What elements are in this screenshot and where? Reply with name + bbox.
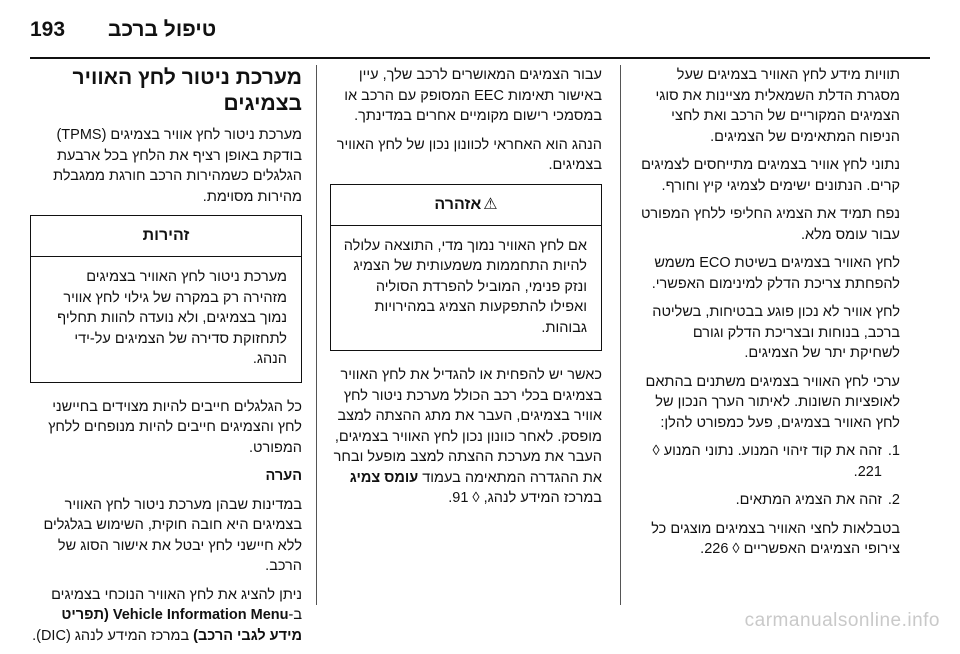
caution-box — [30, 215, 302, 383]
paragraph: תוויות מידע לחץ האוויר בצמיגים שעל מסגרת הדלת השמאלית מציינות את סוגי הצמיגים המקוריים של הרכב ואת לחצי הניפוח המתאימים של הצמיגים. — [655, 67, 900, 145]
text-bold: עומס צמיג — [349, 469, 419, 486]
warning-text: אם לחץ האוויר נמוך מדי, התוצאה עלולה להיות התחממות משמעותית של הצמיג ונזק פנימי, המוביל להפרדת הסוליה ואפילו להתפקעות הצמיג במהירויות גבוהות. — [343, 237, 587, 336]
paragraph — [330, 365, 602, 509]
page-number: 193 — [30, 18, 66, 41]
section-title-header: טיפול ברכב — [108, 18, 217, 41]
column-left — [30, 65, 302, 654]
paragraph: ערכי לחץ האוויר בצמיגים משתנים בהתאם לאופציות השונות. לאיתור הערך הנכון של לחץ האוויר בצמיגים, פעל כמפורט להלן: — [645, 373, 900, 431]
paragraph: הנהג הוא האחראי לכוונון נכון של לחץ האוויר בצמיגים. — [336, 136, 602, 173]
paragraph: מערכת ניטור לחץ אוויר בצמיגים (TPMS) בודקת באופן רציף את הלחץ בכל ארבעת הגלגלים כשמהירות הרכב חורגת ממגבלת מהירות מסוימת. — [53, 127, 302, 205]
page-header — [30, 14, 950, 54]
note-heading: הערה — [265, 468, 302, 484]
paragraph: בטבלאות לחצי האוויר בצמיגים מוצגים כל צירופי הצמיגים האפשריים ◊ 226. — [651, 520, 900, 557]
warning-triangle-icon: ⚠ — [483, 195, 498, 213]
section-heading: מערכת ניטור לחץ האוויר בצמיגים — [72, 66, 302, 115]
paragraph: נתוני לחץ אוויר בצמיגים מתייחסים לצמיגים קרים. הנתונים ישימים לצמיגי קיץ וחורף. — [641, 157, 900, 194]
text-run: במרכז המידע לנהג (DIC). — [32, 627, 190, 644]
list-item — [640, 490, 900, 511]
list-number: 2. — [887, 492, 900, 508]
list-item — [640, 441, 900, 482]
warning-box — [330, 184, 602, 352]
list-text: זהה את קוד זיהוי המנוע. נתוני המנוע ◊ 221. — [652, 443, 882, 480]
paragraph: לחץ האוויר בצמיגים בשיטת ECO משמש להפחתת צריכת הדלק למינימום האפשרי. — [651, 255, 900, 292]
column-right — [640, 65, 900, 568]
header-rule — [30, 57, 930, 59]
paragraph — [30, 585, 302, 647]
text-run: במרכז המידע לנהג, ◊ 91. — [448, 490, 602, 506]
paragraph: עבור הצמיגים המאושרים לרכב שלך, עיין באישור תאימות EEC המסופק עם הרכב או במסמכי רישום מקומיים אחרים במדינתך. — [344, 67, 602, 124]
paragraph: כל הגלגלים חייבים להיות מצוידים בחיישני לחץ והצמיגים חייבים להיות מנופחים ללחץ המפורט. — [48, 398, 302, 456]
text-run: כאשר יש להפחית או להגדיל את לחץ האוויר בצמיגים בכלי רכב הכולל מערכת ניטור לחץ אוויר בצמיגים, העבר את מתג ההצתה למצב מופסק. לאחר כוונון נכון לחץ האוויר בצמיגים, העבר את מערכת ההצתה למצב מופעל ובחר את ההגדרה המתאימה בעמוד — [333, 367, 602, 486]
warning-title-row — [331, 185, 601, 226]
text-run: ניתן להציג את לחץ האוויר הנוכחי בצמיגים ב- — [51, 586, 302, 623]
column-divider — [316, 65, 317, 605]
column-middle — [330, 65, 602, 517]
caution-text: מערכת ניטור לחץ האוויר בצמיגים מזהירה רק במקרה של גילוי לחץ אוויר נמוך בצמיגים, ולא נועדה להוות תחליף לתחזוקת סדירה של הצמיגים על-ידי הנהג. — [57, 269, 287, 367]
column-divider — [620, 65, 621, 605]
paragraph: לחץ אוויר לא נכון פוגע בבטיחות, בשליטה ברכב, בנוחות ובצריכת הדלק וגורם לשחיקת יתר של הצמיגים. — [652, 304, 900, 361]
list-number: 1. — [887, 443, 900, 459]
text-bold: (תפריט מידע לגבי הרכב) — [61, 607, 302, 644]
paragraph: נפח תמיד את הצמיג החליפי ללחץ המפורט עבור עומס מלא. — [640, 206, 900, 243]
watermark: carmanualsonline.info — [744, 610, 940, 631]
warning-title: אזהרה — [434, 195, 482, 213]
list-text: זהה את הצמיג המתאים. — [735, 492, 882, 508]
paragraph: במדינות שבהן מערכת ניטור לחץ האוויר בצמיגים היא חובה חוקית, השימוש בגלגלים ללא חיישני לחץ יבטל את אישור הסוג של הרכב. — [43, 496, 302, 574]
text-bold: Vehicle Information Menu — [112, 607, 289, 623]
caution-title: זהירות — [31, 216, 301, 257]
